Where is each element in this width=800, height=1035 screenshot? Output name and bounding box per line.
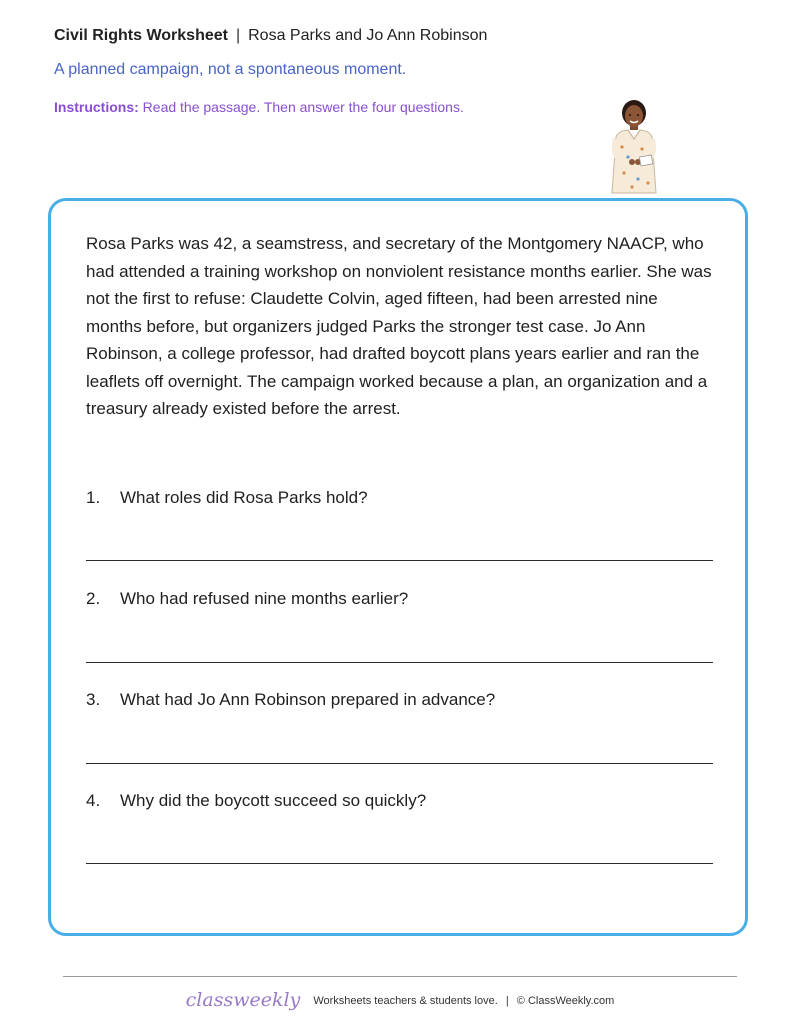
answer-line-1[interactable] — [86, 560, 713, 561]
brand-logo: classweekly — [185, 989, 301, 1011]
question-text: What roles did Rosa Parks hold? — [120, 488, 368, 507]
answer-line-3[interactable] — [86, 763, 713, 764]
worksheet-header — [54, 27, 487, 45]
instructions-label: Instructions: — [54, 99, 139, 115]
question-number: 3. — [86, 690, 101, 709]
footer — [0, 989, 800, 1011]
question-text: Who had refused nine months earlier? — [120, 589, 409, 608]
worksheet-topic: Rosa Parks and Jo Ann Robinson — [248, 27, 488, 44]
instructions — [54, 99, 464, 115]
question-number: 4. — [86, 791, 101, 810]
worksheet-subtitle: A planned campaign, not a spontaneous moment. — [54, 61, 407, 78]
question-number: 2. — [86, 589, 101, 608]
footer-copyright: © ClassWeekly.com — [516, 995, 615, 1007]
question-4 — [86, 791, 426, 811]
answer-line-4[interactable] — [86, 863, 713, 864]
question-1 — [86, 488, 368, 508]
instructions-text: Read the passage. Then answer the four questions. — [142, 99, 464, 115]
footer-tagline: Worksheets teachers & students love. — [313, 995, 498, 1007]
woman-holding-notes-illustration — [598, 97, 670, 197]
footer-divider — [63, 976, 737, 977]
question-number: 1. — [86, 488, 101, 507]
question-text: Why did the boycott succeed so quickly? — [120, 791, 427, 810]
question-text: What had Jo Ann Robinson prepared in advance? — [120, 690, 496, 709]
question-2 — [86, 589, 408, 609]
reading-passage: Rosa Parks was 42, a seamstress, and secretary of the Montgomery NAACP, who had attended a training workshop on nonviolent resistance months earlier. She was not the first to refuse: Claudette Colvin, aged fifteen, had been arrested nine months before, but organizers judged Parks the stronger test case. Jo Ann Robinson, a college professor, had drafted boycott plans years earlier and ran the leaflets off overnight. The campaign worked because a plan, an organization and a treasury already existed before the arrest. — [86, 234, 712, 418]
question-3 — [86, 690, 495, 710]
footer-separator: | — [505, 995, 509, 1007]
worksheet-title: Civil Rights Worksheet — [54, 27, 228, 44]
answer-line-2[interactable] — [86, 662, 713, 663]
header-separator: | — [235, 27, 241, 44]
